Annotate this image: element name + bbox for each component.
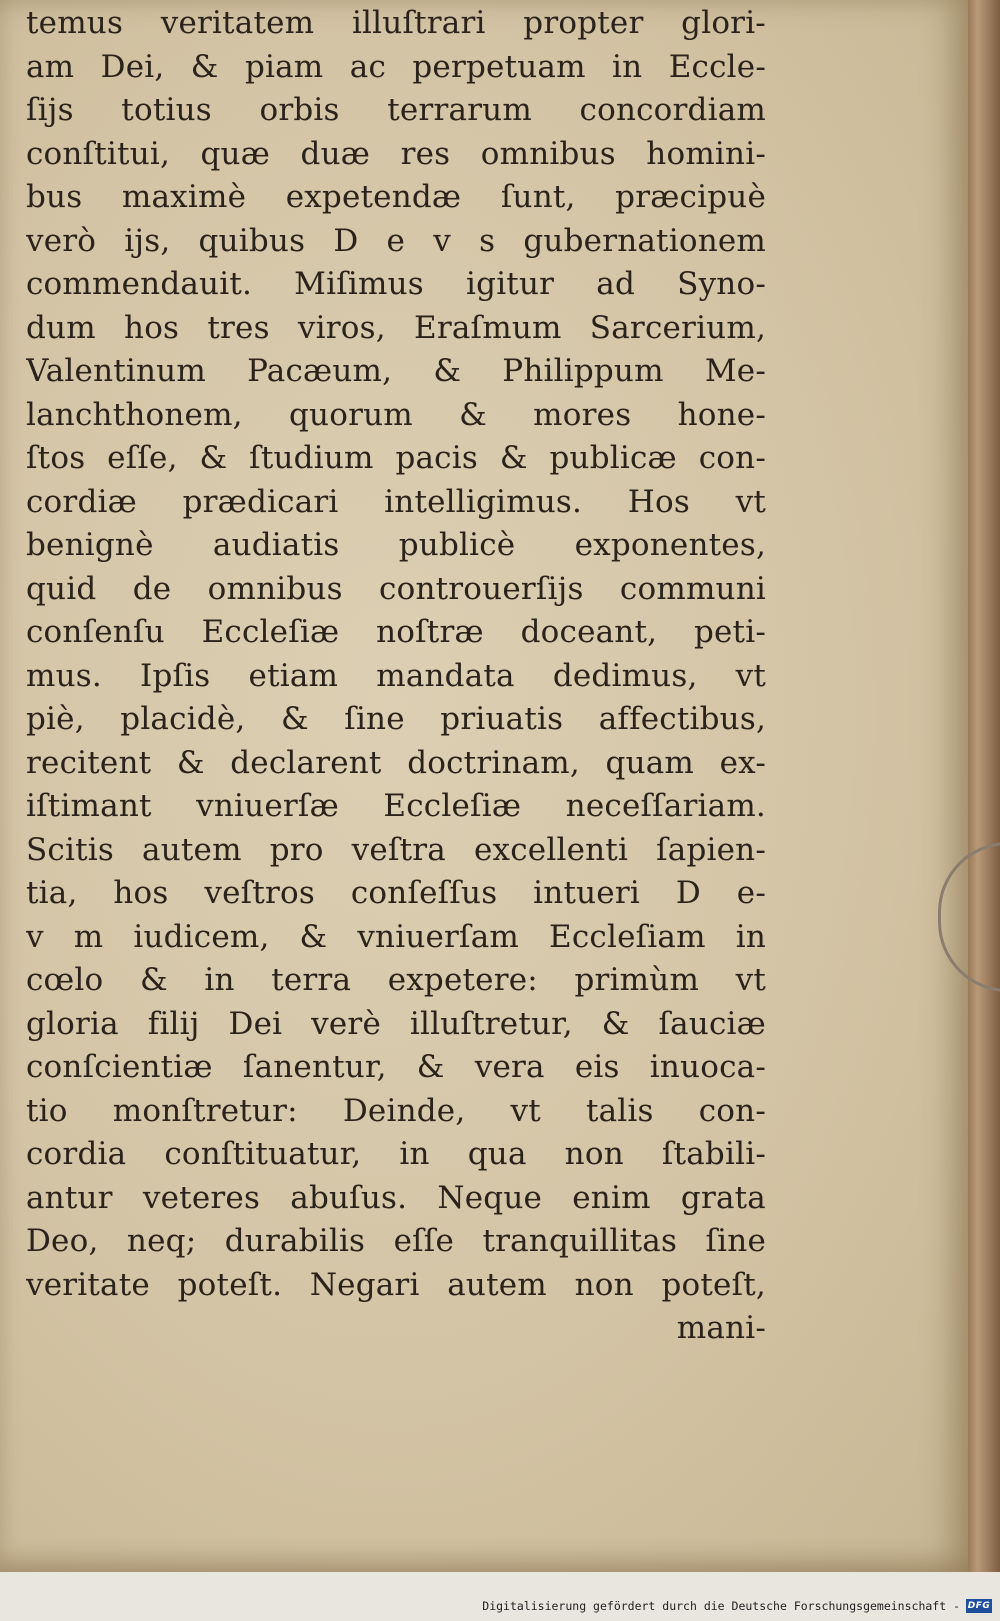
text-line: tia, hos veſtros conſeſſus intueri D e-: [26, 875, 766, 911]
text-line: ſijs totius orbis terrarum concordiam: [26, 92, 766, 128]
text-line: am Dei, & piam ac perpetuam in Eccle-: [26, 48, 766, 85]
text-line: ſtos eſſe, & ſtudium pacis & publicæ con-: [26, 440, 766, 476]
text-line: benignè audiatis publicè exponentes,: [26, 527, 766, 563]
catchword: mani-: [676, 1310, 766, 1346]
text-line: cœlo & in terra expetere: primùm vt: [26, 962, 766, 998]
dfg-logo-icon: DFG: [967, 1600, 991, 1611]
footer: [0, 1590, 992, 1621]
text-line: cordiæ prædicari intelligimus. Hos vt: [26, 483, 766, 520]
text-block: [26, 2, 766, 1351]
text-line: antur veteres abuſus. Neque enim grata: [26, 1179, 766, 1216]
text-line: lanchthonem, quorum & mores hone-: [26, 396, 766, 433]
text-line: Valentinum Pacæum, & Philippum Me-: [26, 353, 766, 389]
text-line: piè, placidè, & ſine priuatis affectibus,: [26, 701, 766, 737]
text-line: cordia conſtituatur, in qua non ſtabili-: [26, 1136, 766, 1172]
text-line: gloria filij Dei verè illuſtretur, & ſauciæ: [26, 1005, 766, 1042]
text-line: bus maximè expetendæ ſunt, præcipuè: [26, 179, 766, 215]
text-line: v m iudicem, & vniuerſam Eccleſiam in: [26, 918, 766, 955]
text-line: quid de omnibus controuerſijs communi: [26, 570, 766, 607]
text-line: conſtitui, quæ duæ res omnibus homini-: [26, 135, 766, 172]
funding-credit: Digitalisierung gefördert durch die Deutsche Forschungsgemeinschaft -: [482, 1598, 960, 1613]
text-line: Deo, neq; durabilis eſſe tranquillitas ſine: [26, 1223, 766, 1259]
text-line: recitent & declarent doctrinam, quam ex-: [26, 744, 766, 781]
text-line: conſcientiæ ſanentur, & vera eis inuoca-: [26, 1049, 766, 1085]
text-line: conſenſu Eccleſiæ noſtræ doceant, peti-: [26, 614, 766, 650]
binding-edge: [968, 0, 1000, 1572]
text-line: commendauit. Miſimus igitur ad Syno-: [26, 266, 766, 302]
text-line: tio monſtretur: Deinde, vt talis con-: [26, 1092, 766, 1129]
text-line: verò ijs, quibus D e v s gubernationem: [26, 222, 766, 259]
text-line: veritate poteſt. Negari autem non poteſt,: [26, 1266, 766, 1303]
text-line: dum hos tres viros, Eraſmum Sarcerium,: [26, 309, 766, 346]
text-line: mus. Ipſis etiam mandata dedimus, vt: [26, 657, 766, 694]
text-line: temus veritatem illuſtrari propter glori-: [26, 5, 766, 41]
text-line: iſtimant vniuerſæ Eccleſiæ neceſſariam.: [26, 788, 766, 824]
text-line: Scitis autem pro veſtra excellenti ſapien-: [26, 831, 766, 868]
